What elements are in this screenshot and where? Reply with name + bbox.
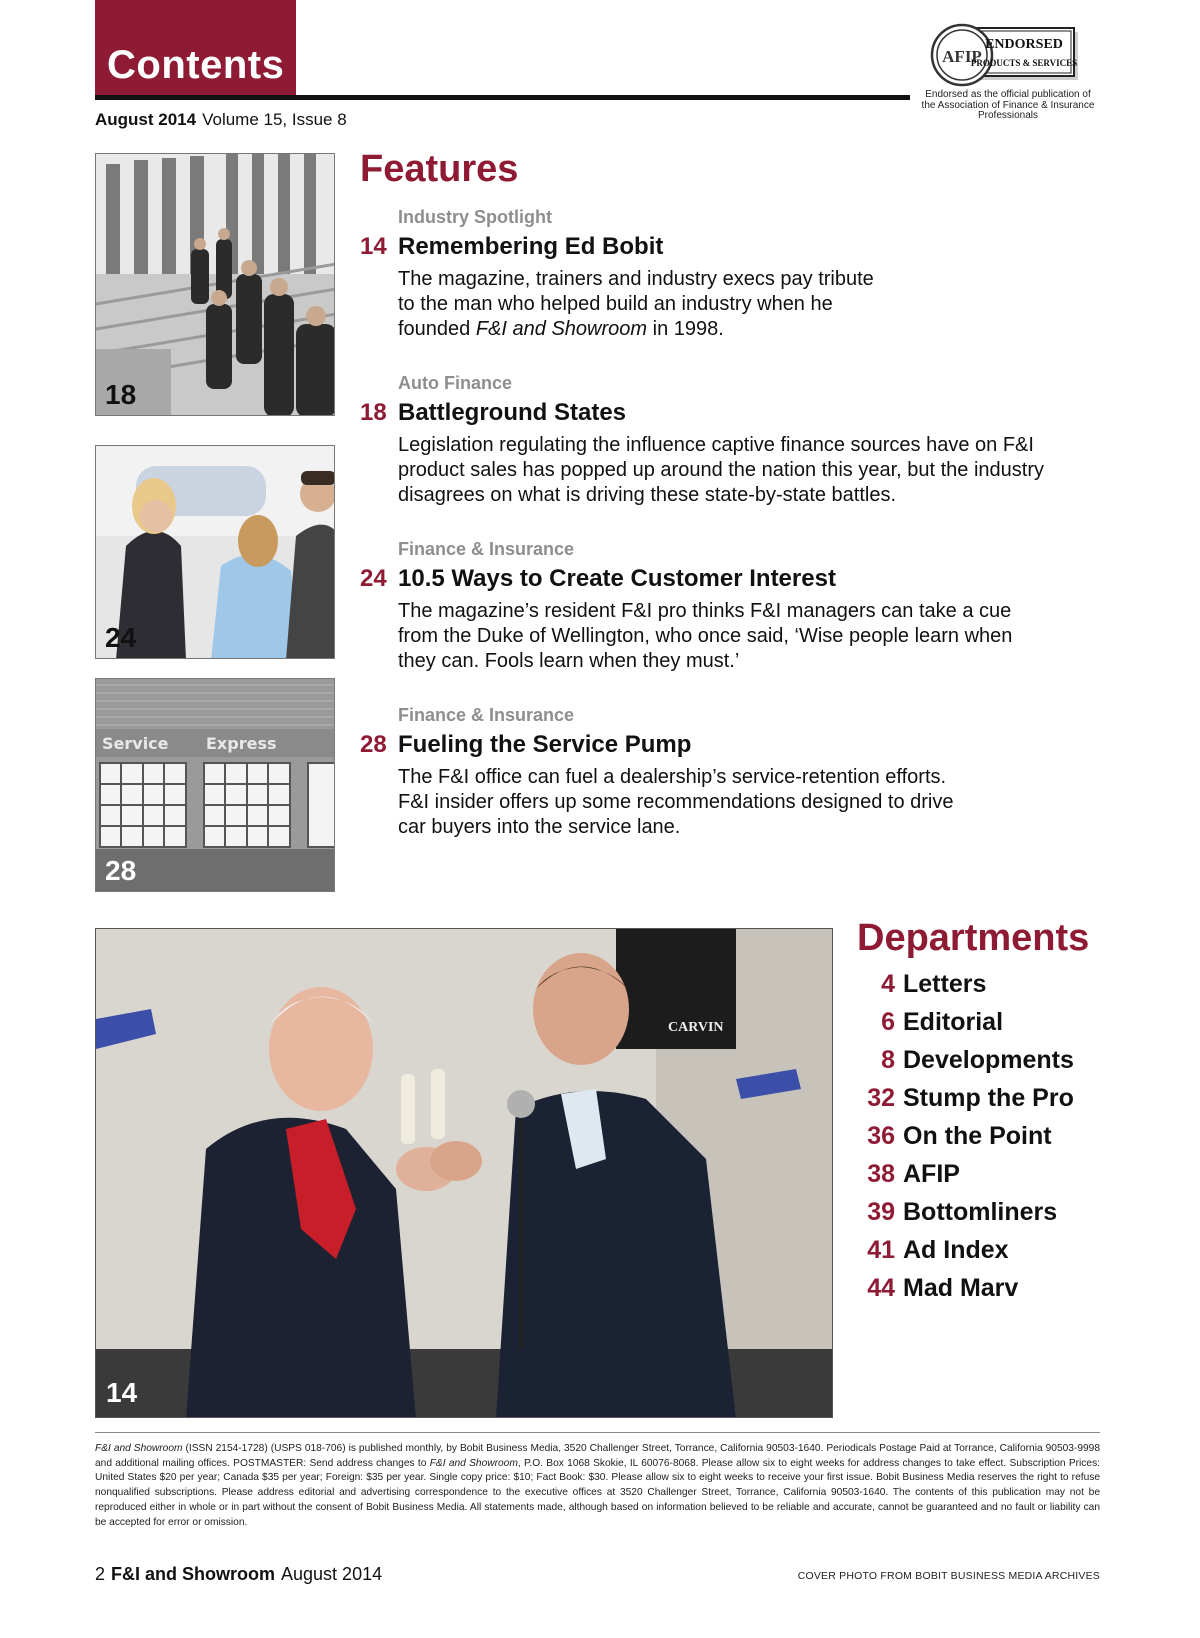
feature-title[interactable]: 10.5 Ways to Create Customer Interest (398, 565, 836, 592)
feature-item[interactable] (360, 539, 1100, 674)
department-name[interactable]: AFIP (903, 1160, 960, 1188)
magazine-name: F&I and Showroom (475, 318, 648, 340)
feature-title[interactable]: Fueling the Service Pump (398, 731, 692, 758)
feature-page-number: 24 (360, 565, 387, 592)
folio-page-number: 2 (95, 1564, 106, 1584)
thumbnail-page-number: 24 (105, 622, 137, 653)
department-page-number: 44 (867, 1274, 895, 1302)
service-sign: Service (102, 734, 169, 753)
feature-page-number: 14 (360, 233, 387, 260)
department-name[interactable]: On the Point (903, 1122, 1052, 1150)
volume-issue: Volume 15, Issue 8 (202, 110, 347, 129)
afip-endorsed-logo (930, 22, 1080, 88)
department-name[interactable]: Bottomliners (903, 1198, 1058, 1226)
fineprint-rule (95, 1432, 1100, 1433)
departments-heading: Departments (857, 917, 1090, 959)
page-title: Contents (107, 43, 285, 87)
contents-header-tab (95, 0, 296, 96)
department-name[interactable]: Mad Marv (903, 1274, 1019, 1302)
department-item[interactable] (857, 970, 1074, 1008)
badge-line-1: ENDORSED (985, 37, 1063, 52)
magazine-name: F&I and Showroom (429, 1457, 518, 1469)
express-sign: Express (206, 734, 277, 753)
department-name[interactable]: Letters (903, 970, 987, 998)
department-page-number: 36 (867, 1122, 895, 1150)
issue-date: August 2014 (95, 110, 197, 129)
department-name[interactable]: Stump the Pro (903, 1084, 1074, 1112)
department-item[interactable] (857, 1084, 1074, 1122)
toast-photo (96, 929, 833, 1418)
folio-date: August 2014 (281, 1564, 383, 1584)
department-page-number: 38 (867, 1160, 895, 1188)
department-page-number: 32 (867, 1084, 895, 1112)
features-heading: Features (360, 148, 519, 190)
endorsement-caption: Endorsed as the official publication of the Association of Finance & Insurance Professionals (921, 89, 1095, 121)
thumbnail-page-number: 28 (105, 855, 137, 886)
feature-description: Legislation regulating the influence captive finance sources have on F&I product sales has popped up around the nation this year, but the industry disagrees on what is driving these state-by-state battles. (398, 434, 1044, 506)
feature-page-number: 18 (360, 399, 387, 426)
feature-thumbnail-18[interactable] (95, 153, 335, 416)
department-item[interactable] (857, 1236, 1074, 1274)
feature-page-number: 28 (360, 731, 387, 758)
publication-fineprint: F&I and Showroom (ISSN 2154-1728) (USPS 018-706) is published monthly, by Bobit Business Media, 3520 Challenger Street, Torrance, California 90503-1640. Periodicals Postage Paid at Torrance, California 90503-9998 and additional mailing offices. POSTMASTER: Send address changes to F&I and Showroom, P.O. Box 1068 Skokie, IL 60076-8068. Please allow six to eight weeks for address changes to take effect. Subscription Prices: United States $20 per year; Canada $35 per year; Foreign: $35 per year. Single copy price: $10; Fact Book: $30. Please allow six to eight weeks to receive your first issue. Bobit Business Media reserves the right to refuse nonqualified subscriptions. Please address editorial and advertising correspondence to the executive offices at 3520 Challenger Street, Torrance, California 90503-1640. The contents of this publication may not be reproduced either in whole or in part without the consent of Bobit Business Media. All statements made, although based on information believed to be reliable and accurate, cannot be guaranteed and no fault or liability can be accepted for error or omission. (95, 1443, 1100, 1528)
departments-list (857, 970, 1074, 1312)
department-name[interactable]: Developments (903, 1046, 1074, 1074)
feature-thumbnail-28[interactable] (95, 678, 335, 892)
amp-brand-label: CARVIN (668, 1020, 724, 1035)
feature-category: Finance & Insurance (398, 539, 575, 559)
folio-magazine: F&I and Showroom (111, 1564, 276, 1584)
department-page-number: 6 (881, 1008, 895, 1036)
issue-info (95, 110, 347, 130)
feature-category: Industry Spotlight (398, 207, 552, 227)
badge-line-2: PRODUCTS & SERVICES (970, 58, 1078, 68)
department-page-number: 41 (867, 1236, 895, 1264)
cover-story-photo[interactable] (95, 928, 833, 1418)
feature-item[interactable] (360, 373, 1100, 508)
feature-description: The magazine, trainers and industry execs pay tribute to the man who helped build an industry when he founded F&I and Showroom in 1998. (398, 268, 874, 340)
department-page-number: 39 (867, 1198, 895, 1226)
feature-category: Auto Finance (398, 373, 513, 393)
department-name[interactable]: Editorial (903, 1008, 1004, 1036)
department-item[interactable] (857, 1008, 1074, 1046)
afip-monogram: AFIP (942, 47, 982, 66)
feature-category: Finance & Insurance (398, 705, 575, 725)
department-name[interactable]: Ad Index (903, 1236, 1009, 1264)
department-item[interactable] (857, 1122, 1074, 1160)
department-item[interactable] (857, 1160, 1074, 1198)
department-item[interactable] (857, 1274, 1074, 1312)
cover-photo-credit: COVER PHOTO FROM BOBIT BUSINESS MEDIA ARCHIVES (797, 1570, 1100, 1582)
feature-title[interactable]: Remembering Ed Bobit (398, 233, 664, 260)
magazine-name: F&I and Showroom (95, 1443, 183, 1454)
feature-thumbnail-24[interactable] (95, 445, 335, 659)
header-rule (95, 95, 910, 100)
feature-title[interactable]: Battleground States (398, 399, 627, 426)
feature-description: The magazine’s resident F&I pro thinks F&I managers can take a cue from the Duke of Wellington, who once said, ‘Wise people learn when they can. Fools learn when they must.’ (398, 600, 1013, 672)
department-page-number: 4 (881, 970, 895, 998)
page-folio (95, 1564, 382, 1585)
department-item[interactable] (857, 1198, 1074, 1236)
main-photo-page-number: 14 (106, 1377, 138, 1408)
thumbnail-page-number: 18 (105, 379, 137, 410)
feature-item[interactable] (360, 705, 1100, 840)
feature-item[interactable] (360, 207, 1100, 342)
department-item[interactable] (857, 1046, 1074, 1084)
crowd-on-steps-photo (96, 154, 335, 416)
feature-description: The F&I office can fuel a dealership’s service-retention efforts. F&I insider offers up some recommendations designed to drive car buyers into the service lane. (398, 766, 954, 838)
department-page-number: 8 (881, 1046, 895, 1074)
